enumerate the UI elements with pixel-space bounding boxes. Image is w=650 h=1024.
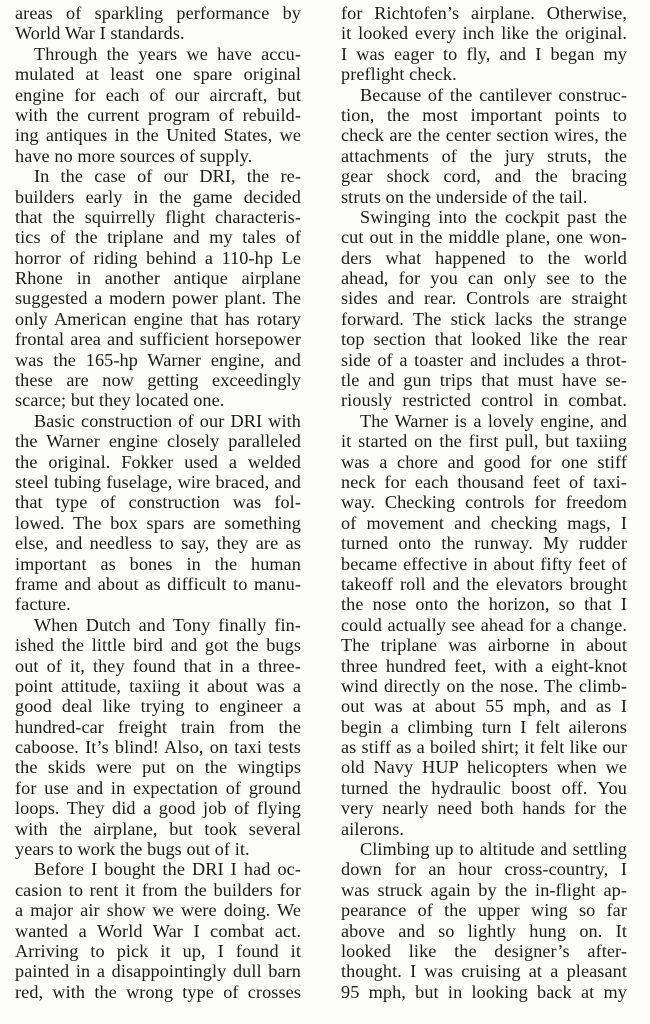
text-line: facture. [15, 594, 71, 615]
text-line: was the 165-hp Warner engine, and [15, 349, 301, 370]
text-line: scarce; but they located one. [15, 390, 225, 411]
text-line: only American engine that has rotary [15, 308, 301, 329]
text-line: it started on the first pull, but taxiing [341, 431, 627, 452]
text-line: Through the years we have accu- [34, 43, 301, 64]
text-line: very nearly need both hands for the [341, 798, 627, 819]
text-line: above and so lightly hung on. It [341, 920, 627, 941]
text-line: ing antiques in the United States, we [15, 125, 301, 146]
text-line: pearance of the upper wing so far [341, 900, 627, 921]
text-line: point attitude, taxiing it about was a [15, 675, 301, 696]
text-line: casion to rent it from the builders for [15, 879, 301, 900]
text-line: attachments of the jury struts, the [341, 145, 627, 166]
text-line: caboose. It’s blind! Also, on taxi tests [15, 737, 301, 758]
text-line: could actually see ahead for a change. [341, 614, 627, 635]
text-line: I was eager to fly, and I began my [341, 43, 627, 64]
text-line: as stiff as a boiled shirt; it felt like our [341, 737, 627, 758]
text-line: turned the hydraulic boost off. You [341, 777, 627, 798]
text-line: of movement and checking mags, I [341, 512, 627, 533]
text-line: years to work the bugs out of it. [15, 839, 250, 860]
text-line: In the case of our DRI, the re- [34, 166, 301, 187]
text-line: way. Checking controls for freedom [341, 492, 627, 513]
text-line: looked like the designer’s after- [341, 940, 627, 961]
text-line: gear shock cord, and the bracing [341, 166, 627, 187]
text-line: Before I bought the DRI I had oc- [34, 859, 301, 880]
text-line: ahead, for you can only see to the [341, 268, 627, 289]
text-line: tics of the triplane and my tales of [15, 227, 301, 248]
text-line: frontal area and sufficient horsepower [15, 329, 301, 350]
text-line: Rhone in another antique airplane [15, 268, 301, 289]
text-line: begin a climbing turn I felt ailerons [341, 716, 627, 737]
text-line: the original. Fokker used a welded [15, 451, 301, 472]
text-line: out of it, they found that in a three- [15, 655, 301, 676]
text-line: struts on the underside of the tail. [341, 186, 588, 207]
text-line: that the squirrelly flight characteris- [15, 206, 301, 227]
text-line: Basic construction of our DRI with [34, 410, 301, 431]
text-line: loops. They did a good job of flying [15, 798, 301, 819]
text-line: areas of sparkling performance by [15, 3, 301, 23]
text-line: tion, the most important points to [341, 104, 627, 125]
text-line: frame and about as difficult to manu- [15, 573, 301, 594]
text-line: tle and gun trips that must have se- [341, 370, 627, 391]
text-line: that type of construction was fol- [15, 492, 301, 513]
text-line: hundred-car freight train from the [15, 716, 301, 737]
text-line: The Warner is a lovely engine, and [360, 410, 627, 431]
text-line: the Warner engine closely paralleled [15, 431, 301, 452]
text-line: three hundred feet, with a eight-knot [341, 655, 627, 676]
text-line: was struck again by the in-flight ap- [341, 879, 627, 900]
text-line: forward. The stick lacks the strange [341, 308, 627, 329]
text-line: else, and needless to say, they are as [15, 533, 301, 554]
text-line: engine for each of our aircraft, but [15, 84, 301, 105]
text-line: became effective in about fifty feet of [341, 553, 627, 574]
text-line: the nose onto the horizon, so that I [341, 594, 627, 615]
text-line: wanted a World War I combat act. [15, 920, 301, 941]
text-line: steel tubing fuselage, wire braced, and [15, 471, 301, 492]
text-line: for use and in expectation of ground [15, 777, 301, 798]
text-line: preflight check. [341, 64, 457, 85]
text-line: was a chore and good for one stiff [341, 451, 627, 472]
text-line: Swinging into the cockpit past the [360, 206, 627, 227]
text-line: down for an hour cross-country, I [341, 859, 627, 880]
text-line: neck for each thousand feet of taxi- [341, 471, 627, 492]
text-line: good deal like trying to engineer a [15, 696, 301, 717]
text-line: check are the center section wires, the [341, 125, 627, 146]
text-line: thought. I was cruising at a pleasant [341, 961, 627, 982]
text-line: sides and rear. Controls are straight [341, 288, 627, 309]
text-line: takeoff roll and the elevators brought [341, 573, 627, 594]
text-line: out was at about 55 mph, and as I [341, 696, 627, 717]
text-line: the skids were put on the wingtips [15, 757, 301, 778]
text-line: Arriving to pick it up, I found it [15, 940, 301, 961]
text-line: old Navy HUP helicopters when we [341, 757, 627, 778]
text-line: painted in a disappointingly dull barn [15, 961, 301, 982]
text-line: ished the little bird and got the bugs [15, 635, 301, 656]
text-line: wind directly on the nose. The climb- [341, 675, 627, 696]
text-column-right [341, 3, 627, 1002]
text-line: ders what happened to the world [341, 247, 627, 268]
text-column-left [15, 3, 301, 1002]
text-line: Because of the cantilever construc- [360, 84, 627, 105]
text-line: ailerons. [341, 818, 405, 839]
text-line: suggested a modern power plant. The [15, 288, 301, 309]
text-line: for Richtofen’s airplane. Otherwise, [341, 3, 627, 23]
text-line: turned onto the runway. My rudder [341, 533, 627, 554]
text-line: a major air show we were doing. We [15, 900, 301, 921]
text-line: top section that looked like the rear [341, 329, 627, 350]
text-line: with the airplane, but took several [15, 818, 301, 839]
text-line: with the current program of rebuild- [15, 104, 301, 125]
text-line: these are now getting exceedingly [15, 370, 301, 391]
text-line: builders early in the game decided [15, 186, 301, 207]
text-line: World War I standards. [15, 23, 185, 44]
text-line: it looked every inch like the original. [341, 23, 627, 44]
text-line: important as bones in the human [15, 553, 301, 574]
text-line: have no more sources of supply. [15, 145, 253, 166]
text-line: The triplane was airborne in about [341, 635, 627, 656]
text-line: 95 mph, but in looking back at my [341, 981, 627, 1002]
text-line: When Dutch and Tony finally fin- [34, 614, 301, 635]
text-line: red, with the wrong type of crosses [15, 981, 301, 1002]
text-line: Climbing up to altitude and settling [360, 839, 627, 860]
text-line: lowed. The box spars are something [15, 512, 301, 533]
text-line: side of a toaster and includes a throt- [341, 349, 627, 370]
text-line: horror of riding behind a 110-hp Le [15, 247, 301, 268]
text-line: mulated at least one spare original [15, 64, 301, 85]
text-line: riously restricted control in combat. [341, 390, 627, 411]
text-line: cut out in the middle plane, one won- [341, 227, 627, 248]
